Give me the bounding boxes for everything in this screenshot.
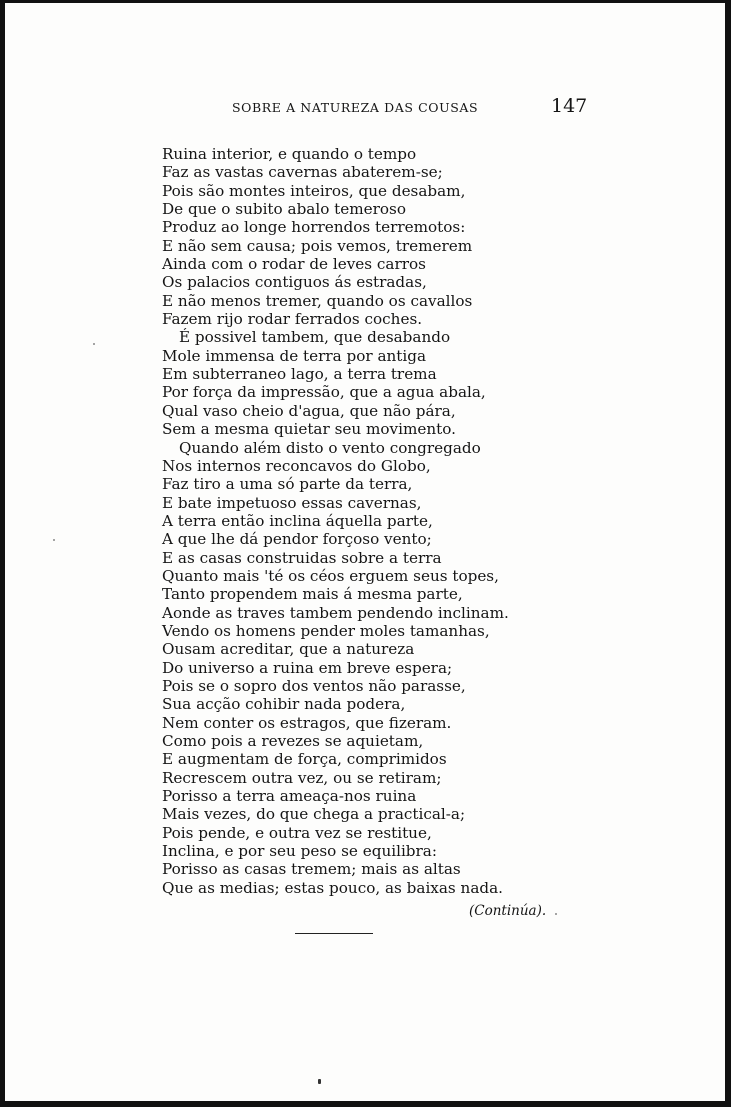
verse-line: Produz ao longe horrendos terremotos:: [162, 218, 466, 237]
verse-line: Inclina, e por seu peso se equilibra:: [162, 842, 437, 861]
verse-line: Por força da impressão, que a agua abala,: [162, 383, 486, 402]
poem-body: [162, 145, 562, 897]
running-title: SOBRE A NATUREZA DAS COUSAS: [232, 100, 479, 115]
verse-line: Nem conter os estragos, que fizeram.: [162, 713, 452, 732]
verse-line: Vendo os homens pender moles tamanhas,: [162, 621, 490, 640]
verse-line: Ainda com o rodar de leves carros: [162, 255, 426, 274]
verse-line: Pois se o sopro dos ventos não parasse,: [162, 676, 466, 695]
verse-line: E as casas construidas sobre a terra: [162, 548, 442, 567]
verse-line: E bate impetuoso essas cavernas,: [162, 493, 422, 512]
verse-line: Como pois a revezes se aquietam,: [162, 732, 424, 750]
verse-line: Quando além disto o vento congregado: [179, 438, 481, 457]
verse-line: Qual vaso cheio d'agua, que não pára,: [162, 401, 456, 420]
verse-line: Nos internos reconcavos do Globo,: [162, 456, 431, 475]
verse-line: Faz as vastas cavernas abaterem-se;: [162, 163, 443, 182]
verse-line: Quanto mais 'té os céos erguem seus topes,: [162, 566, 499, 585]
verse-line: Pois são montes inteiros, que desabam,: [162, 181, 466, 200]
verse-line: Porisso a terra ameaça-nos ruina: [162, 787, 417, 806]
verse-line: Em subterraneo lago, a terra trema: [162, 365, 437, 384]
verse-line: Mole immensa de terra por antiga: [162, 346, 427, 365]
verse-line: Sem a mesma quietar seu movimento.: [162, 420, 456, 439]
page-number: 147: [551, 95, 588, 117]
verse-line: Ruina interior, e quando o tempo: [162, 145, 417, 163]
verse-line: E não menos tremer, quando os cavallos: [162, 291, 473, 310]
verse-line: Que as medias; estas pouco, as baixas nada.: [162, 878, 503, 897]
verse-line: Recrescem outra vez, ou se retiram;: [162, 768, 442, 787]
verse-line: A terra então inclina áquella parte,: [162, 511, 433, 530]
verse-line: E não sem causa; pois vemos, tremerem: [162, 236, 473, 255]
verse-line: Faz tiro a uma só parte da terra,: [162, 475, 413, 494]
verse-line: Pois pende, e outra vez se restitue,: [162, 823, 432, 842]
verse-line: Ousam acreditar, que a natureza: [162, 640, 415, 659]
ink-speck: [555, 913, 557, 915]
end-rule: [295, 933, 373, 934]
continuation-note: (Continúa).: [469, 903, 547, 919]
verse-line: Tanto propendem mais á mesma parte,: [162, 585, 463, 604]
ink-mark: [318, 1079, 321, 1084]
verse-line: Fazem rijo rodar ferrados coches.: [162, 310, 423, 329]
verse-line: É possivel tambem, que desabando: [179, 328, 451, 347]
verse-line: A que lhe dá pendor forçoso vento;: [162, 530, 432, 549]
verse-line: Do universo a ruina em breve espera;: [162, 658, 453, 677]
ink-speck: [93, 343, 95, 345]
verse-line: Porisso as casas tremem; mais as altas: [162, 860, 461, 879]
verse-line: Mais vezes, do que chega a practical-a;: [162, 805, 466, 824]
verse-line: Aonde as traves tambem pendendo inclinam.: [162, 603, 509, 622]
verse-line: E augmentam de força, comprimidos: [162, 750, 447, 769]
ink-speck: [53, 539, 55, 541]
verse-line: Sua acção cohibir nada podera,: [162, 695, 406, 714]
verse-line: Os palacios contiguos ás estradas,: [162, 273, 427, 292]
verse-line: De que o subito abalo temeroso: [162, 200, 406, 219]
